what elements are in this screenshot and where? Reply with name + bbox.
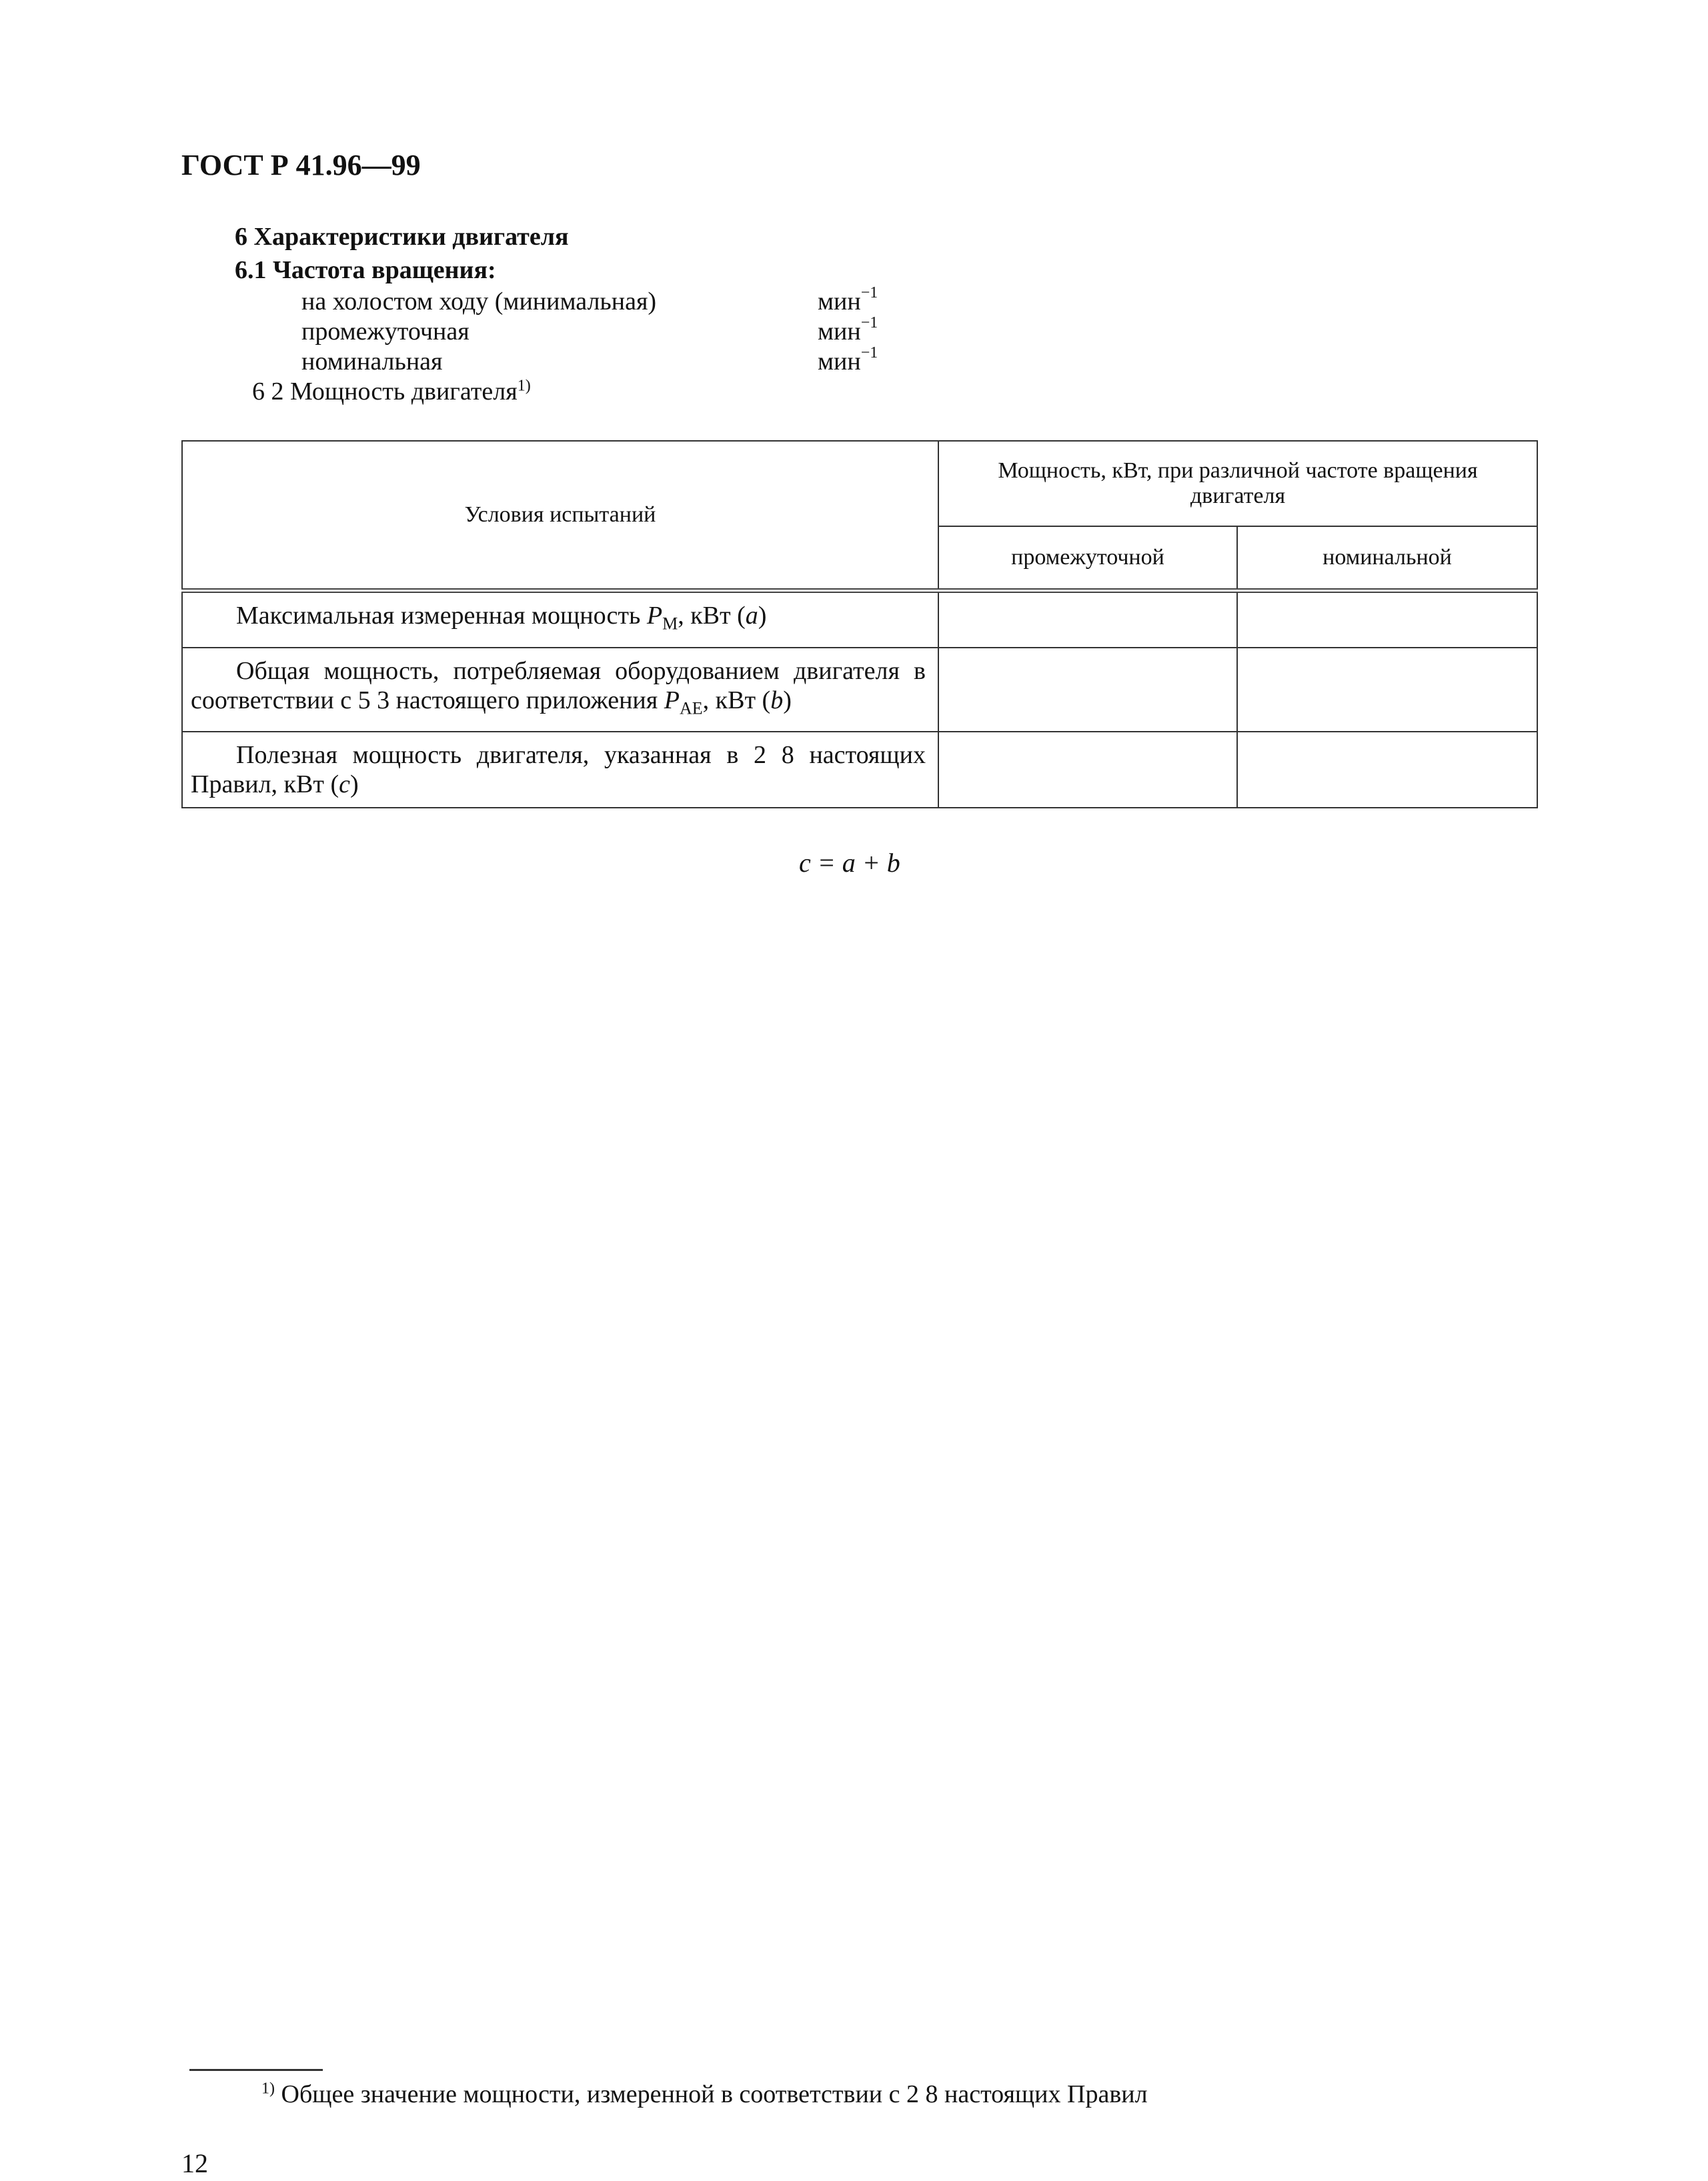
speed-unit-nominal: мин$^{-1}$ (818, 344, 878, 376)
power-table (181, 440, 1538, 808)
footnote-marker: 1) (261, 2080, 275, 2098)
cell-nominal-value (1237, 591, 1537, 648)
header-test-conditions: Условия испытаний (182, 441, 938, 591)
table-row (182, 648, 1537, 732)
header-power-group: Мощность, кВт, при различной частоте вращения двигателя (938, 441, 1537, 526)
cell-intermediate-value (938, 591, 1237, 648)
table-row (182, 732, 1537, 808)
cell-intermediate-value (938, 648, 1237, 732)
header-nominal: номинальной (1237, 526, 1537, 591)
table-header-row (182, 441, 1537, 526)
row-net-power: Полезная мощность двигателя, указанная в 2 8 настоящих Правил, кВт (c) (182, 732, 938, 808)
cell-intermediate-value (938, 732, 1237, 808)
cell-nominal-value (1237, 732, 1537, 808)
page-number: 12 (181, 2148, 208, 2178)
speed-unit-intermediate: мин$^{-1}$ (818, 314, 878, 345)
speed-label-nominal: номинальная (301, 347, 443, 376)
formula: c = a + b (799, 848, 900, 878)
document-code: ГОСТ Р 41.96—99 (181, 149, 421, 181)
subsection-title: 6.1 Частота вращения: (235, 256, 496, 284)
engine-power-item: 6 2 Мощность двигателя$^{1)}$ (252, 377, 531, 406)
table-row (182, 591, 1537, 648)
cell-nominal-value (1237, 648, 1537, 732)
footnote-ref: 1) (517, 377, 531, 395)
speed-label-idle: на холостом ходу (минимальная) (301, 287, 657, 315)
row-equipment-power: Общая мощность, потребляемая оборудованием двигателя в соответствии с 5 3 настоящего приложения $P_{AE}$, кВт (b) (182, 648, 938, 732)
footnote: $^{1)}$ Общее значение мощности, измеренной в соответствии с 2 8 настоящих Правил (261, 2080, 1148, 2108)
speed-unit-idle: мин$^{-1}$ (818, 284, 878, 315)
section-title: 6 Характеристики двигателя (235, 223, 569, 251)
footnote-divider (189, 2069, 323, 2071)
row-max-measured-power: Максимальная измеренная мощность $P_M$, кВт (a) (182, 591, 938, 648)
header-intermediate: промежуточной (938, 526, 1237, 591)
speed-label-intermediate: промежуточная (301, 317, 470, 345)
